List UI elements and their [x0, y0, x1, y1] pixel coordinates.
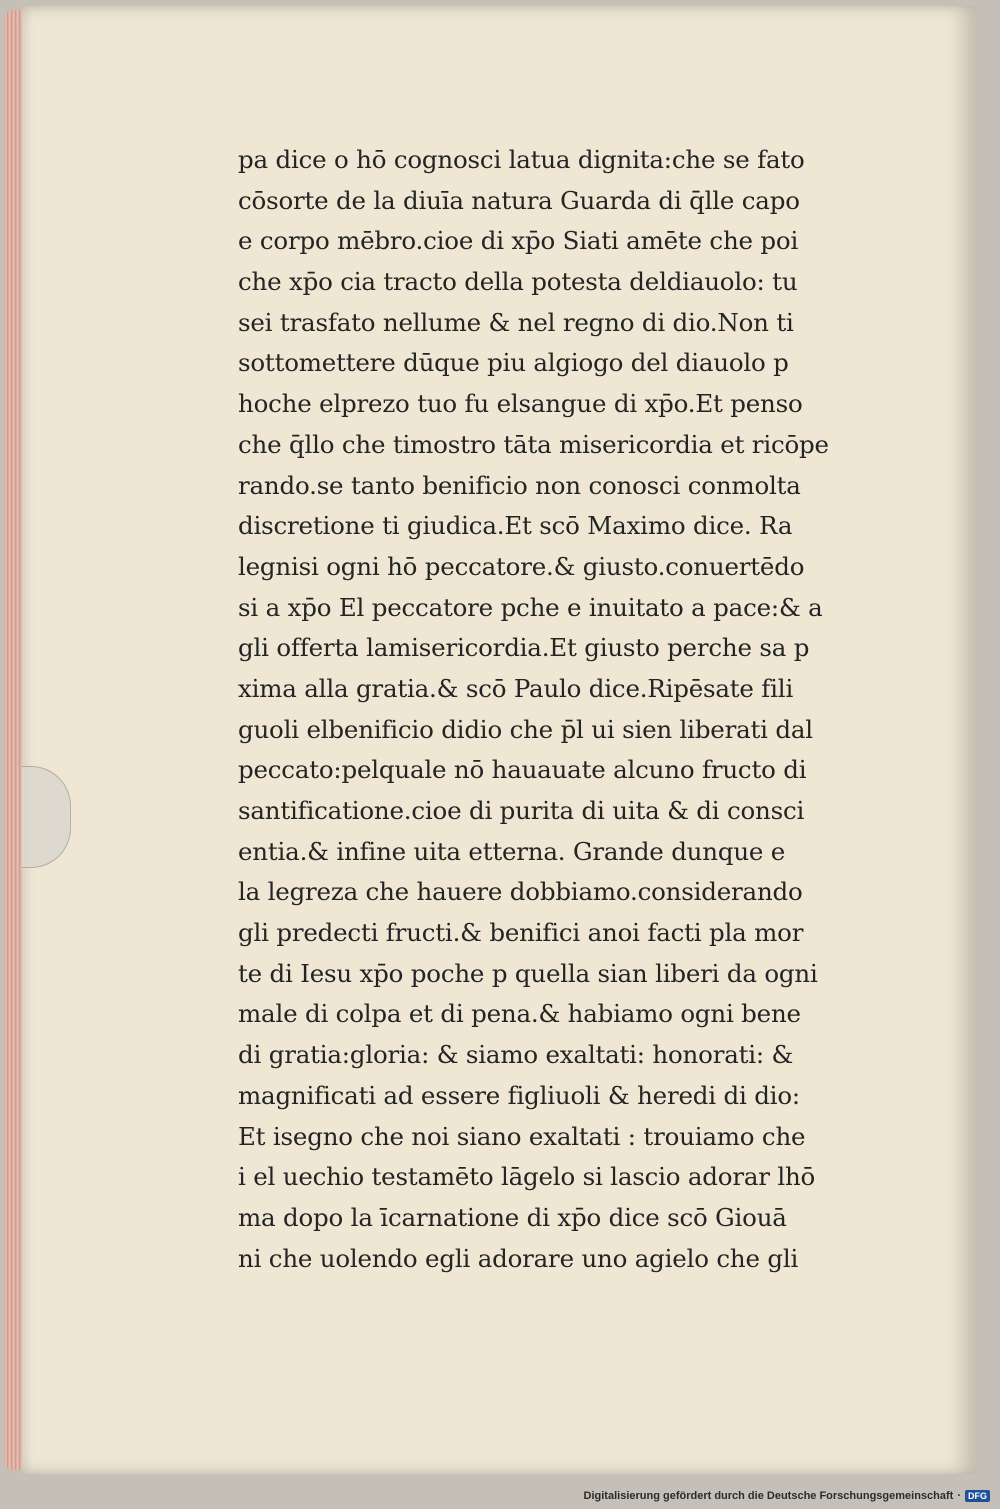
text-line: rando.se tanto benificio non conosci conmolta [238, 470, 801, 500]
text-line: che q̄llo che timostro tāta misericordia et ricōpe [238, 429, 829, 459]
page-tab-marker [22, 766, 71, 868]
dfg-logo: DFG [965, 1490, 990, 1502]
text-line: male di colpa et di pena.& habiamo ogni bene [238, 999, 801, 1029]
text-line: sottomettere dūque piu algiogo del diauolo p [238, 348, 789, 378]
text-line: la legreza che hauere dobbiamo.considerando [238, 877, 803, 907]
text-line: si a xp̄o El peccatore pche e inuitato a pace:& a [238, 592, 823, 622]
digitization-credit [584, 1487, 990, 1505]
credit-text: Digitalisierung gefördert durch die Deutsche Forschungsgemeinschaft [583, 1490, 954, 1502]
text-line: santificatione.cioe di purita di uita & di consci [238, 796, 805, 825]
text-line: peccato:pelquale nō hauauate alcuno fructo di [238, 755, 807, 785]
text-line: gli predecti fructi.& benifici anoi facti pla mor [238, 918, 804, 948]
text-line: e corpo mēbro.cioe di xp̄o Siati amēte che poi [238, 226, 799, 256]
page-text [238, 140, 886, 1279]
text-line: sei trasfato nellume & nel regno di dio.Non ti [238, 307, 794, 337]
text-line: di gratia:gloria: & siamo exaltati: honorati: & [238, 1040, 794, 1070]
text-line: legnisi ogni hō peccatore.& giusto.conuertēdo [238, 551, 805, 581]
text-line: entia.& infine uita etterna. Grande dunque e [238, 836, 786, 866]
text-line: discretione ti giudica.Et scō Maximo dice. Ra [238, 511, 793, 541]
text-line: cōsorte de la diuīa natura Guarda di q̄lle capo [238, 185, 800, 215]
credit-separator: · [957, 1490, 961, 1502]
text-line: gli offerta lamisericordia.Et giusto perche sa p [238, 633, 810, 663]
text-line: Et isegno che noi siano exaltati : trouiamo che [238, 1121, 806, 1151]
text-line: che xp̄o cia tracto della potesta deldiauolo: tu [238, 267, 798, 297]
text-line: hoche elprezo tuo fu elsangue di xp̄o.Et penso [238, 389, 803, 419]
text-line: magnificati ad essere figliuoli & heredi di dio: [238, 1080, 800, 1110]
text-line: te di Iesu xp̄o poche p quella sian liberi da ogni [238, 958, 818, 988]
text-line: pa dice o hō cognosci latua dignita:che se fato [238, 145, 805, 174]
text-line: i el uechio testamēto lāgelo si lascio adorar lhō [238, 1162, 816, 1192]
text-line: ni che uolendo egli adorare uno agielo che gli [238, 1243, 799, 1273]
text-line: ma dopo la īcarnatione di xp̄o dice scō Giouā [238, 1202, 787, 1232]
text-line: guoli elbenificio didio che p̄l ui sien liberati dal [238, 714, 813, 744]
text-line: xima alla gratia.& scō Paulo dice.Ripēsate fili [238, 673, 794, 703]
